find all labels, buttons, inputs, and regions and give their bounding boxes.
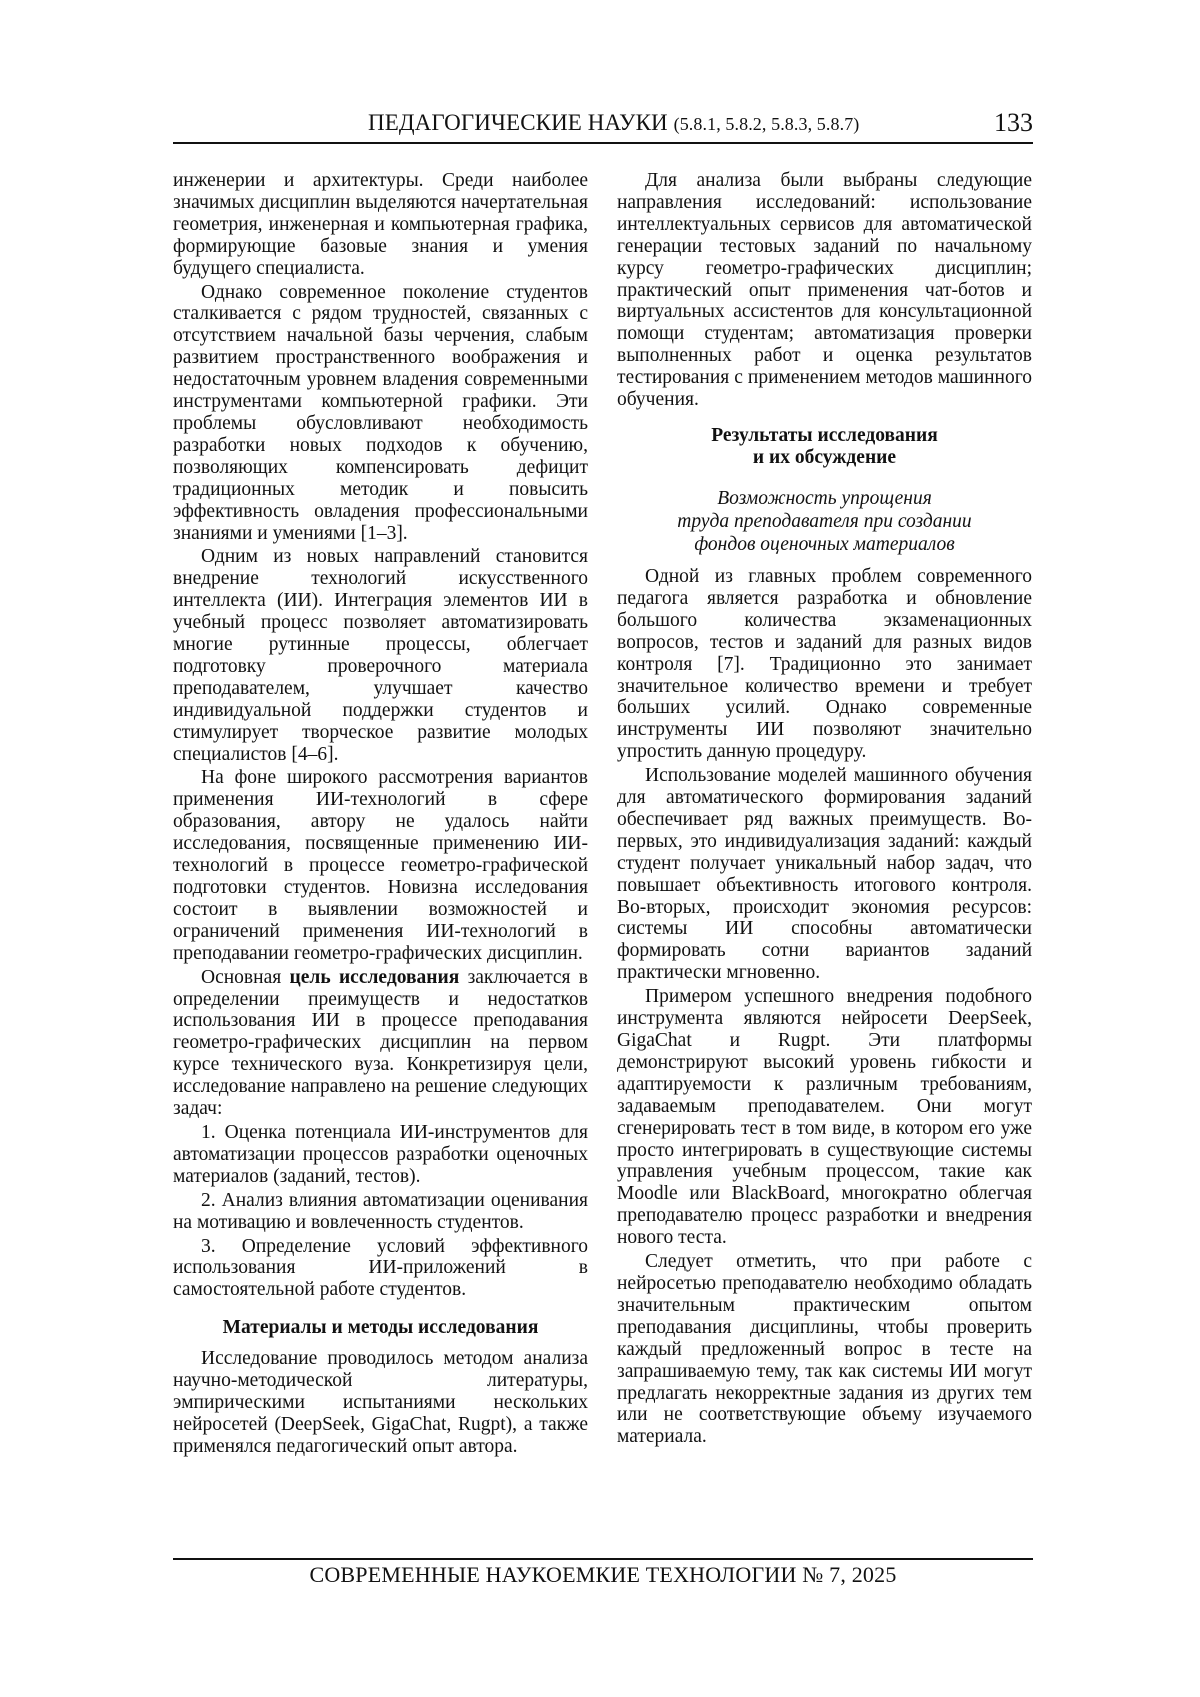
paragraph: Одной из главных проблем современного педагога является разработка и обновление большого количества экзаменационных вопросов, тестов и заданий для разных видов контроля [7]. Традиционно это занимает значительное количество времени и требует больших усилий. Однако современные инструменты ИИ позволяют значительно упростить данную процедуру. (617, 565, 1032, 763)
task-item: 2. Анализ влияния автоматизации оценивания на мотивацию и вовлеченность студентов. (173, 1189, 588, 1233)
running-header (173, 110, 1033, 144)
paragraph: Для анализа были выбраны следующие направления исследований: использование интеллектуальных сервисов для автоматической генерации тестовых заданий по начальному курсу геометро-графических дисциплин; практический опыт применения чат-ботов и виртуальных ассистентов для консультационной помощи студентам; автоматизация проверки выполненных работ и оценка результатов тестирования с применением методов машинного обучения. (617, 170, 1032, 411)
section-codes: (5.8.1, 5.8.2, 5.8.3, 5.8.7) (673, 114, 860, 134)
section-heading-results (617, 425, 1032, 469)
task-item: 3. Определение условий эффективного использования ИИ-приложений в самостоятельной работе студентов. (173, 1235, 588, 1301)
section-heading-methods: Материалы и методы исследования (222, 1317, 539, 1339)
right-column (617, 170, 1032, 1448)
goal-text-end: заключается в определении преимуществ и недостатков использования ИИ в процессе преподавания геометро-графических дисциплин на первом курсе технического вуза. Конкретизируя цели, исследование направлено на решение следующих задач: (173, 966, 588, 1120)
section-title (368, 110, 859, 136)
subheading-line: труда преподавателя при создании (677, 510, 972, 532)
goal-text-start: Основная (201, 966, 290, 988)
paragraph: Примером успешного внедрения подобного инструмента являются нейросети DeepSeek, GigaChat и Rugpt. Эти платформы демонстрируют высокий уровень гибкости и адаптируемости к различным требованиям, задаваемым преподавателем. Они могут сгенерировать тест в том виде, в котором его уже просто интегрировать в существующие системы управления учебным процессом, такие как Moodle или BlackBoard, многократно облегчая преподавателю процесс разработки и внедрения нового теста. (617, 986, 1032, 1249)
section-title-text: ПЕДАГОГИЧЕСКИЕ НАУКИ (368, 110, 668, 135)
running-footer: СОВРЕМЕННЫЕ НАУКОЕМКИЕ ТЕХНОЛОГИИ № 7, 2025 (309, 1562, 897, 1587)
footer-rule (173, 1558, 1033, 1560)
header-rule (173, 142, 1033, 144)
paragraph: Использование моделей машинного обучения для автоматического формирования заданий обеспечивает ряд важных преимуществ. Во-первых, это индивидуализация заданий: каждый студент получает уникальный набор задач, что повышает объективность итогового контроля. Во-вторых, происходит экономия ресурсов: системы ИИ способны автоматически формировать сотни вариантов заданий практически мгновенно. (617, 765, 1032, 984)
task-item: 1. Оценка потенциала ИИ-инструментов для автоматизации процессов разработки оценочных материалов (заданий, тестов). (173, 1121, 588, 1187)
page-number: 133 (994, 108, 1033, 137)
subheading-line: фондов оценочных материалов (694, 533, 955, 555)
paragraph: Одним из новых направлений становится внедрение технологий искусственного интеллекта (ИИ). Интеграция элементов ИИ в учебный процесс позволяет автоматизировать многие рутинные процессы, облегчает подготовку проверочного материала преподавателем, улучшает качество индивидуальной поддержки студентов и стимулирует творческое развитие молодых специалистов [4–6]. (173, 546, 588, 765)
goal-bold-term: цель исследования (289, 966, 460, 988)
heading-line: Результаты исследования (711, 424, 938, 446)
paragraph: Однако современное поколение студентов сталкивается с рядом трудностей, связанных с отсутствием начальной базы черчения, слабым развитием пространственного воображения и недостаточным уровнем владения современными инструментами компьютерной графики. Эти проблемы обусловливают необходимость разработки новых подходов к обучению, позволяющих компенсировать дефицит традиционных методик и повысить эффективность овладения профессиональными знаниями и умениями [1–3]. (173, 281, 588, 544)
heading-line: и их обсуждение (752, 446, 897, 468)
paragraph-goal (173, 967, 588, 1120)
paragraph: инженерии и архитектуры. Среди наиболее значимых дисциплин выделяются начертательная геометрия, инженерная и компьютерная графика, формирующие базовые знания и умения будущего специалиста. (173, 170, 588, 279)
left-column (173, 170, 588, 1458)
subsection-heading (617, 487, 1032, 556)
paragraph: На фоне широкого рассмотрения вариантов применения ИИ-технологий в сфере образования, автору не удалось найти исследования, посвященные применению ИИ-технологий в процессе геометро-графической подготовки студентов. Новизна исследования состоит в выявлении возможностей и ограничений применения ИИ-технологий в преподавании геометро-графических дисциплин. (173, 767, 588, 964)
subheading-line: Возможность упрощения (717, 487, 932, 509)
paragraph: Следует отметить, что при работе с нейросетью преподавателю необходимо обладать значительным практическим опытом преподавания дисциплины, чтобы проверить каждый предложенный вопрос в тесте на запрашиваемую тему, так как системы ИИ могут предлагать некорректные задания из других тем или не соответствующие объему изучаемого материала. (617, 1251, 1032, 1448)
paragraph: Исследование проводилось методом анализа научно-методической литературы, эмпирическими испытаниями нескольких нейросетей (DeepSeek, GigaChat, Rugpt), а также применялся педагогический опыт автора. (173, 1348, 588, 1457)
